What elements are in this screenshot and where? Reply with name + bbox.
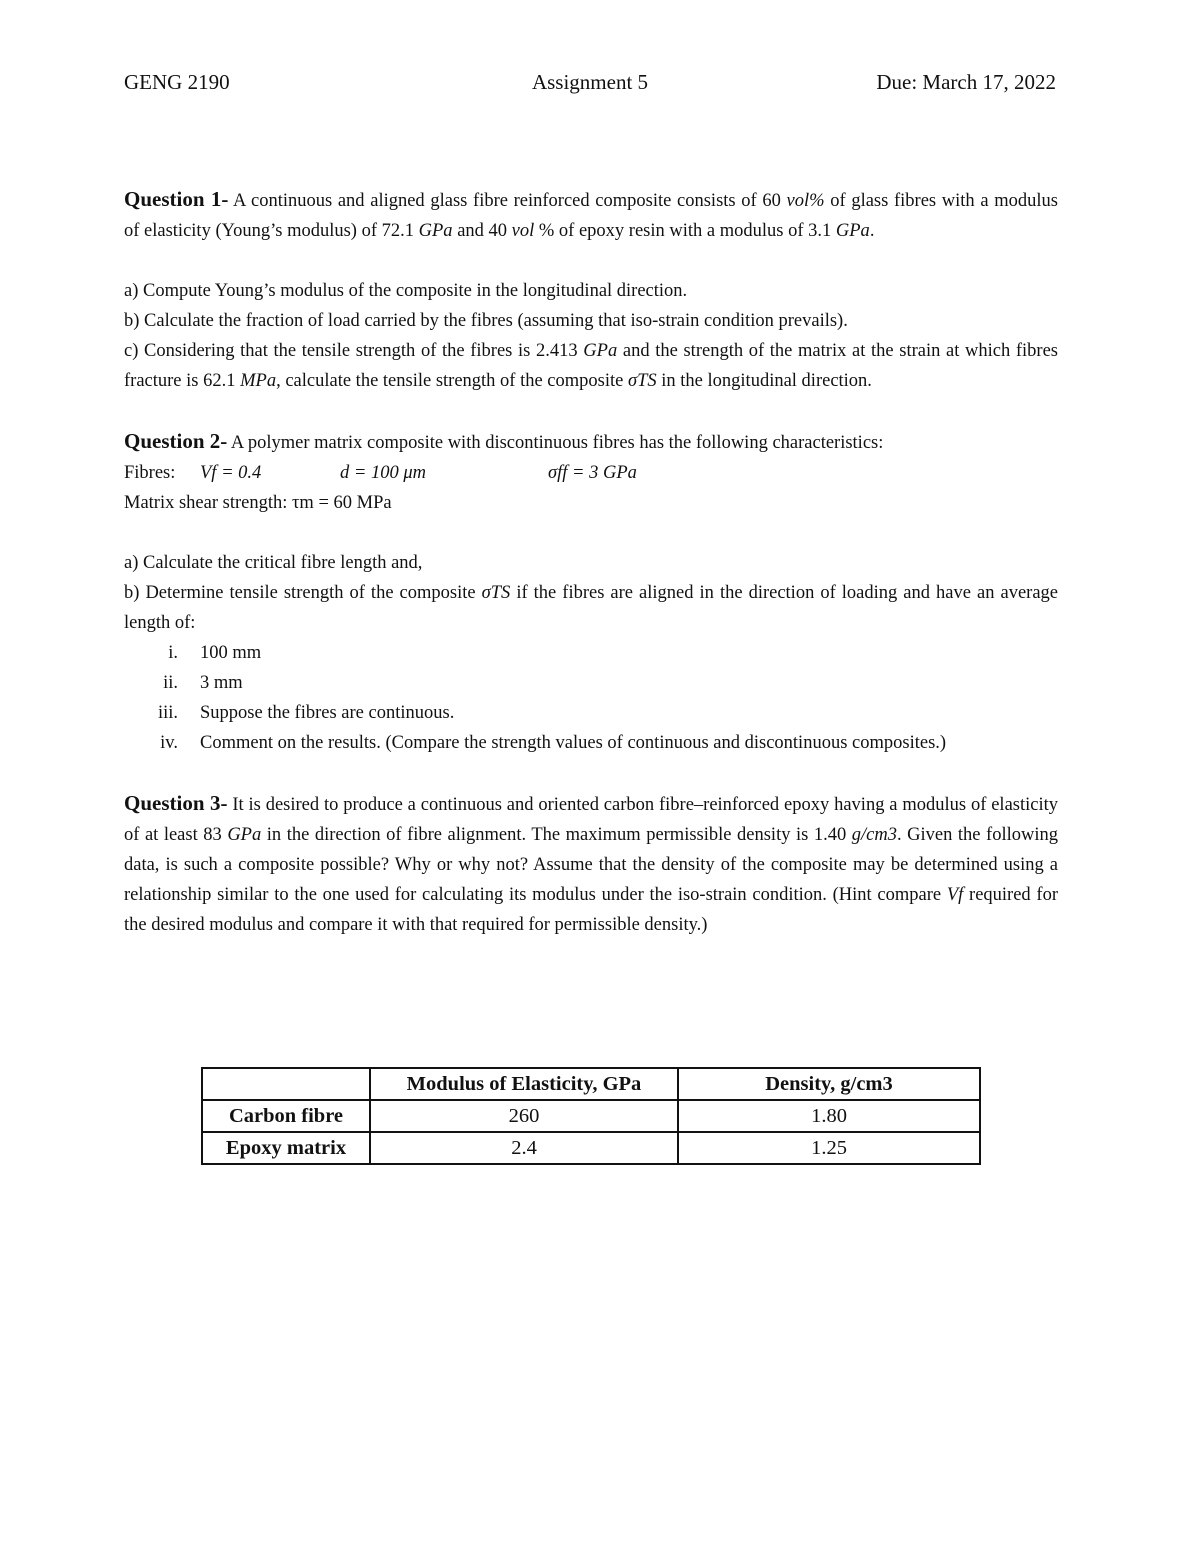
table-header-density: Density, g/cm3: [678, 1068, 980, 1100]
table-row-name: Carbon fibre: [202, 1100, 370, 1132]
q1-part-c-mpa: MPa: [240, 371, 277, 391]
question-3-label: Question 3-: [124, 791, 228, 815]
table-cell-density: 1.80: [678, 1100, 980, 1132]
matrix-shear-strength: Matrix shear strength: τm = 60 MPa: [124, 493, 392, 513]
course-code: GENG 2190: [124, 70, 230, 94]
q1-part-c-sigma: σTS: [627, 371, 657, 391]
q1-unit-vol1: vol%: [786, 191, 825, 211]
q1-part-c-1: c) Considering that the tensile strength of the fibres is 2.413: [124, 341, 584, 361]
table-row: [202, 1100, 980, 1132]
q1-part-c-2: and the strength of the matrix at the strain at which fibres fracture is 62.1: [124, 341, 1058, 391]
q1-text-b: of glass fibres with a modulus of elasticity (Young’s modulus) of 72.1: [124, 191, 1058, 241]
q1-text-c: and 40: [452, 221, 512, 241]
list-item-number: ii.: [163, 673, 178, 693]
table-header-empty: [202, 1068, 370, 1100]
list-item: [124, 728, 1058, 758]
material-properties-table: [201, 1067, 981, 1165]
q1-unit-vol2: vol: [511, 221, 535, 241]
q1-text-a: A continuous and aligned glass fibre reinforced composite consists of 60: [228, 191, 787, 211]
q2-part-b-2: if the fibres are aligned in the direction of loading and have an average length of:: [124, 583, 1058, 633]
question-2-part-b: [124, 578, 1058, 638]
list-item-number: i.: [168, 643, 178, 663]
list-item-text: 3 mm: [200, 673, 243, 693]
question-2-text: [124, 426, 1058, 458]
question-2-part-a: a) Calculate the critical fibre length and,: [124, 553, 423, 573]
question-1-part-a: a) Compute Young’s modulus of the composite in the longitudinal direction.: [124, 281, 688, 301]
q3-density-unit: g/cm3: [851, 825, 897, 845]
q1-part-c-4: in the longitudinal direction.: [656, 371, 872, 391]
list-item: [124, 638, 1058, 668]
fibres-label: Fibres:: [124, 463, 176, 483]
question-1-text: [124, 184, 1058, 246]
list-item-text: Comment on the results. (Compare the strength values of continuous and discontinuous composites.): [200, 733, 947, 753]
question-1-part-c: [124, 336, 1058, 396]
q1-unit-gpa1: GPa: [418, 221, 453, 241]
fibre-volume-fraction: Vf = 0.4: [200, 463, 262, 483]
q3-text-3: . Given the following data, is such a composite possible? Why or why not? Assume that the density of the composite may be determined using a relationship similar to the one used for calculating its modulus under the iso-strain condition. (Hint compare: [124, 825, 1058, 905]
table-header-modulus: Modulus of Elasticity, GPa: [370, 1068, 678, 1100]
page-header: [124, 70, 1056, 100]
table-row-name: Epoxy matrix: [202, 1132, 370, 1164]
list-item-number: iii.: [157, 703, 178, 723]
table-row: [202, 1132, 980, 1164]
assignment-title: Assignment 5: [531, 70, 649, 94]
q1-part-c-3: , calculate the tensile strength of the composite: [276, 371, 628, 391]
q3-vf: Vf: [946, 885, 964, 905]
q2-part-b-sigma: σTS: [481, 583, 511, 603]
document-body: [124, 184, 1058, 940]
table-cell-density: 1.25: [678, 1132, 980, 1164]
list-item: [124, 668, 1058, 698]
q3-text-1: It is desired to produce a continuous and oriented carbon fibre–reinforced epoxy having a modulus of elasticity of at least 83: [124, 795, 1059, 845]
q1-text-e: .: [869, 221, 875, 241]
question-1-part-b: b) Calculate the fraction of load carried by the fibres (assuming that iso-strain condition prevails).: [124, 311, 848, 331]
q1-part-c-gpa: GPa: [583, 341, 618, 361]
fibre-strength: σff = 3 GPa: [548, 463, 637, 483]
question-2-label: Question 2-: [124, 429, 228, 453]
list-item-text: 100 mm: [200, 643, 262, 663]
table-cell-modulus: 2.4: [370, 1132, 678, 1164]
fibre-diameter: d = 100 μm: [340, 463, 427, 483]
q1-unit-gpa2: GPa: [835, 221, 870, 241]
list-item: [124, 698, 1058, 728]
q2-part-b-1: b) Determine tensile strength of the composite: [124, 583, 482, 603]
q2-intro: A polymer matrix composite with discontinuous fibres has the following characteristics:: [227, 433, 884, 453]
question-3-text: [124, 788, 1058, 940]
q3-gpa: GPa: [227, 825, 262, 845]
due-date: Due: March 17, 2022: [876, 70, 1056, 94]
question-1-label: Question 1-: [124, 187, 229, 211]
list-item-text: Suppose the fibres are continuous.: [200, 703, 455, 723]
table-cell-modulus: 260: [370, 1100, 678, 1132]
table-header-row: [202, 1068, 980, 1100]
fibre-properties: [124, 458, 1058, 488]
q1-text-d: % of epoxy resin with a modulus of 3.1: [534, 221, 836, 241]
q3-text-4: required for the desired modulus and compare it with that required for permissible density.): [124, 885, 1058, 935]
q3-text-2: in the direction of fibre alignment. The maximum permissible density is 1.40: [261, 825, 852, 845]
list-item-number: iv.: [160, 733, 178, 753]
